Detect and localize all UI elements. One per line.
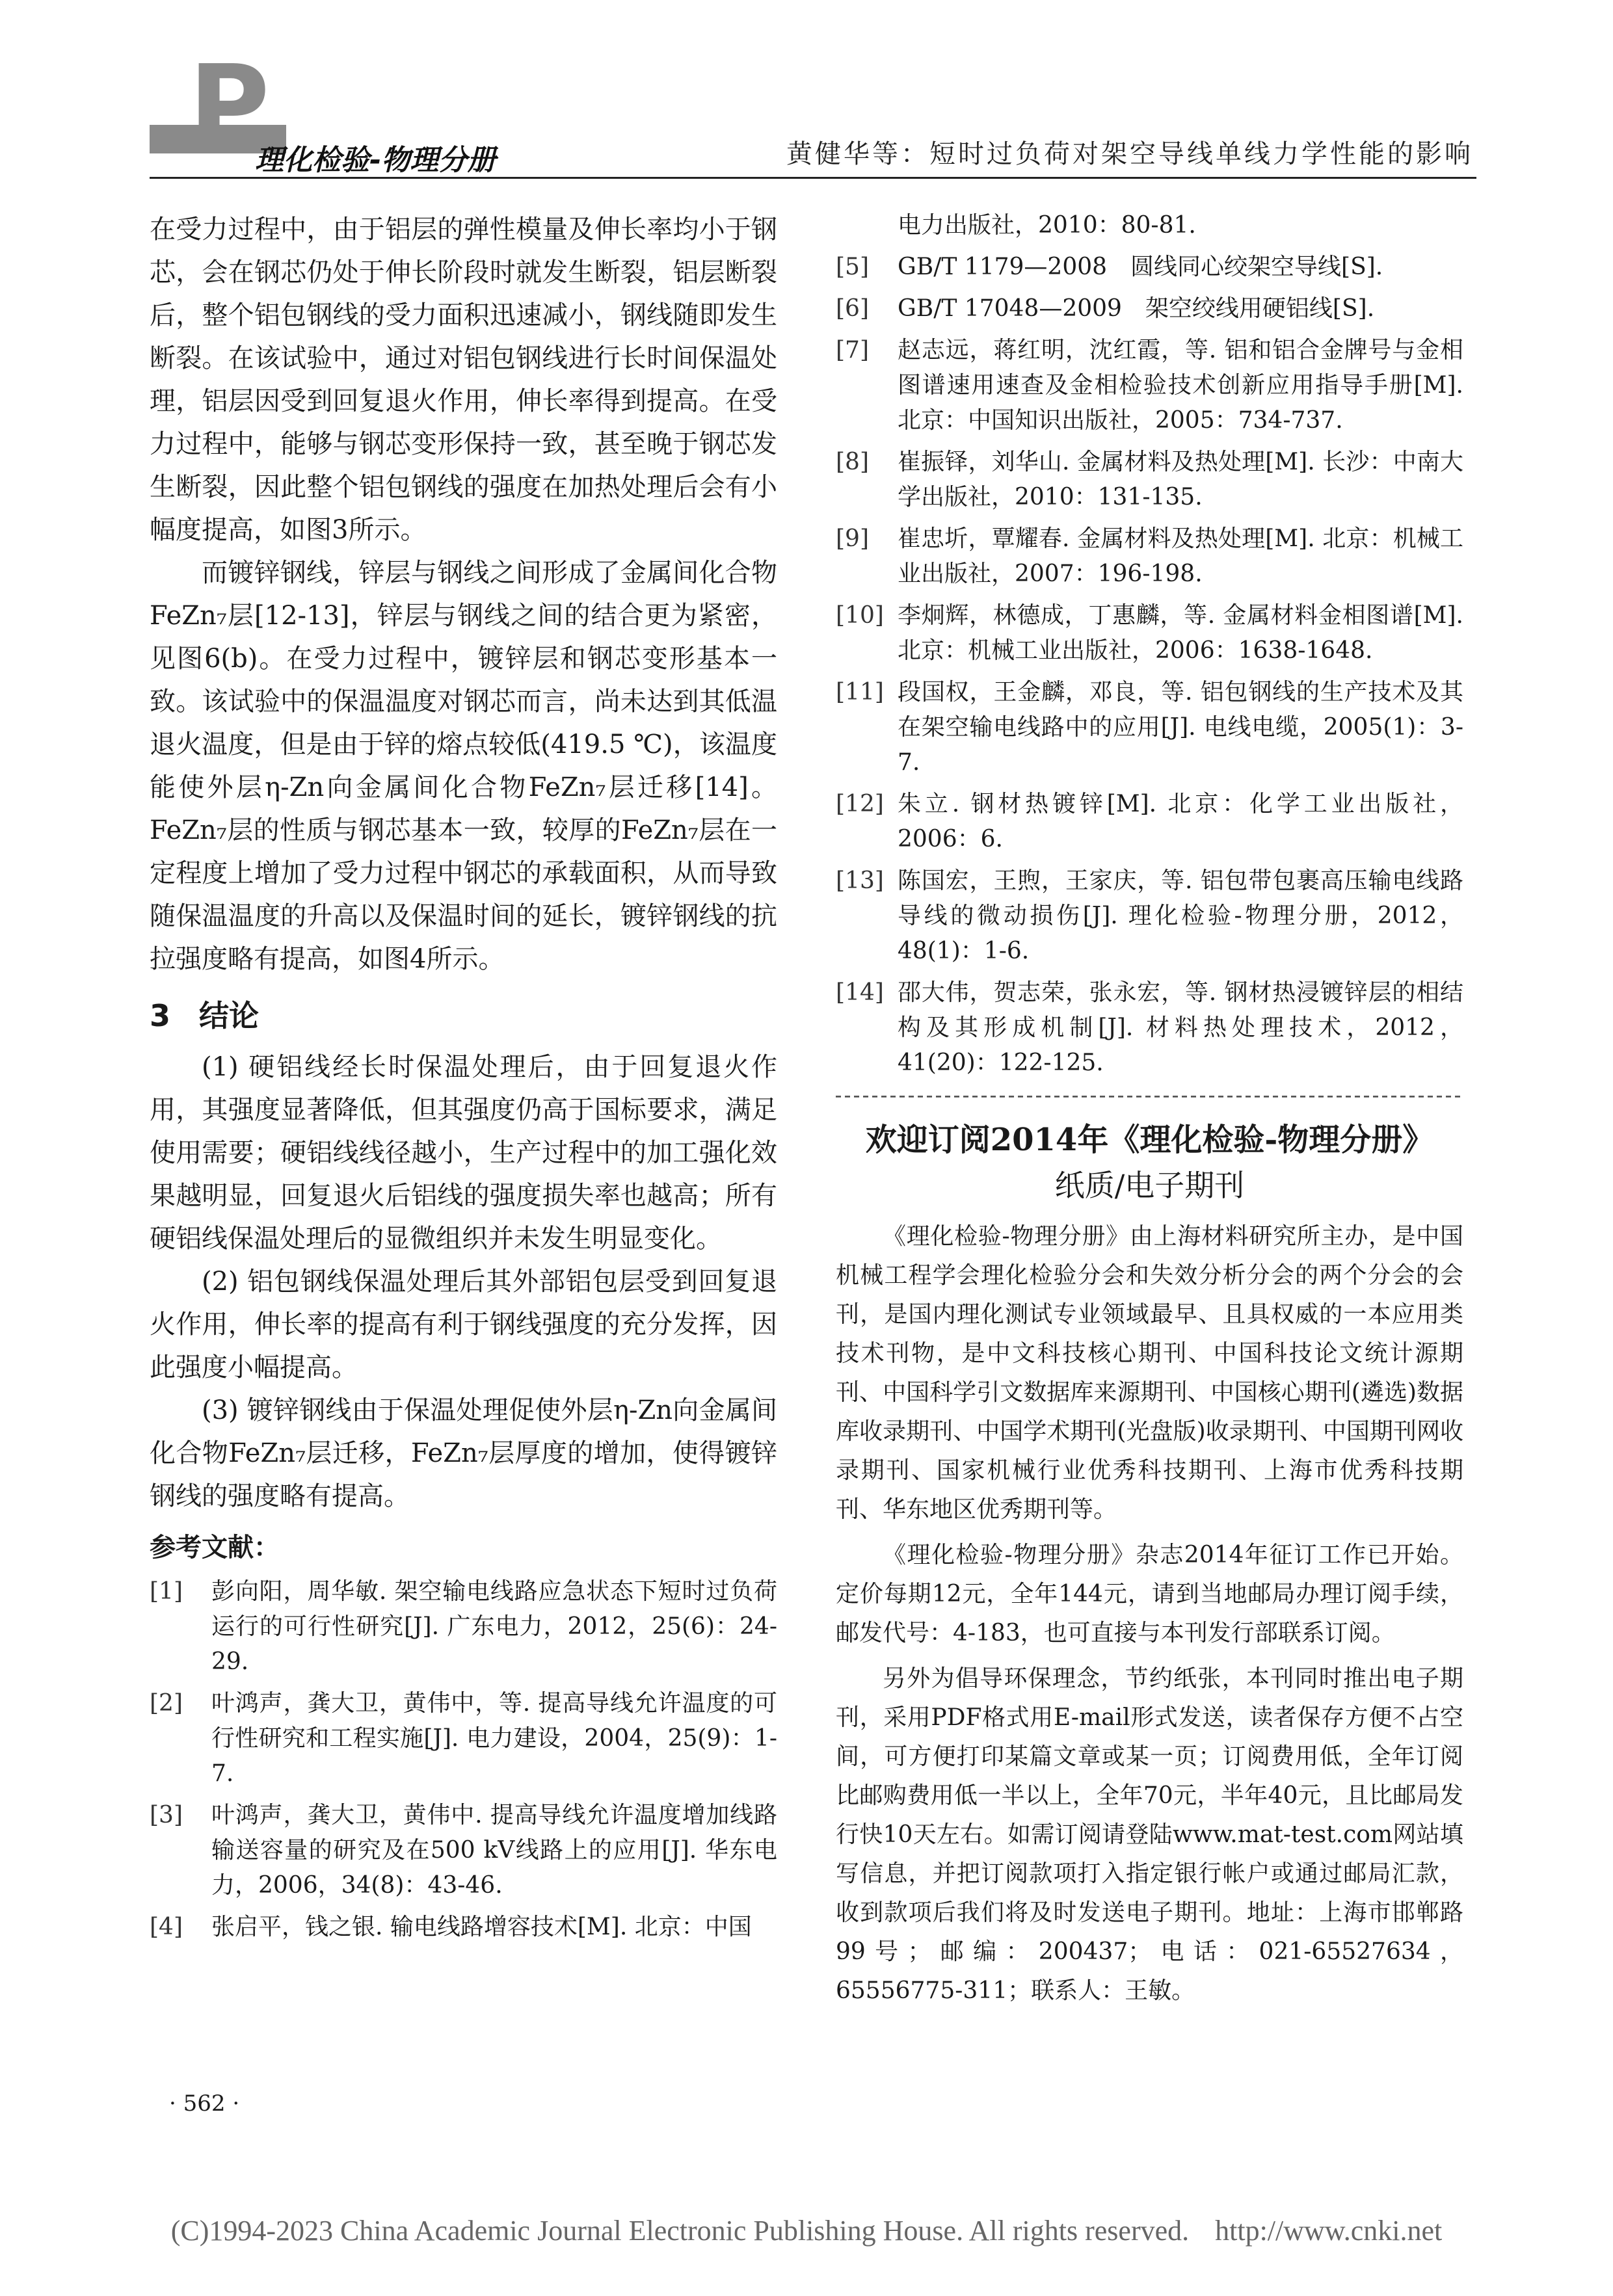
reference-number: [11] bbox=[836, 679, 884, 706]
reference-number: [8] bbox=[836, 449, 869, 475]
reference-text: 叶鸿声，龚大卫，黄伟中. 提高导线允许温度增加线路输送容量的研究及在500 kV线路上的应用[J]. 华东电力，2006，34(8)：43-46. bbox=[211, 1802, 777, 1899]
body-paragraph: 在受力过程中，由于铝层的弹性模量及伸长率均小于钢芯，会在钢芯仍处于伸长阶段时就发生断裂，铝层断裂后，整个铝包钢线的受力面积迅速减小，钢线随即发生断裂。在该试验中，通过对铝包钢线进行长时间保温处理，铝层因受到回复退火作用，伸长率得到提高。在受力过程中，能够与钢芯变形保持一致，甚至晚于钢芯发生断裂，因此整个铝包钢线的强度在加热处理后会有小幅度提高，如图3所示。 bbox=[150, 215, 777, 545]
reference-item bbox=[836, 445, 1463, 515]
reference-text: 陈国宏，王煦，王家庆，等. 铝包带包裹高压输电线路导线的微动损伤[J]. 理化检验-物理分册，2012，48(1)：1-6. bbox=[898, 867, 1463, 964]
reference-item bbox=[836, 787, 1463, 857]
reference-text: 段国权，王金麟，邓良，等. 铝包钢线的生产技术及其在架空输电线路中的应用[J]. 电线电缆，2005(1)：3-7. bbox=[898, 679, 1463, 776]
left-column bbox=[150, 208, 777, 1951]
reference-item bbox=[836, 864, 1463, 969]
reference-item bbox=[150, 1910, 777, 1945]
reference-number: [1] bbox=[150, 1578, 183, 1605]
reference-item bbox=[150, 1574, 777, 1680]
reference-text: 李炯辉，林德成，丁惠麟，等. 金属材料金相图谱[M]. 北京：机械工业出版社，2006：1638-1648. bbox=[898, 602, 1463, 664]
right-column bbox=[836, 208, 1463, 2017]
reference-number: [10] bbox=[836, 602, 884, 629]
ad-paragraph: 《理化检验-物理分册》杂志2014年征订工作已开始。定价每期12元，全年144元，请到当地邮局办理订阅手续，邮发代号：4-183，也可直接与本刊发行部联系订阅。 bbox=[836, 1542, 1463, 1646]
ad-subtitle: 纸质/电子期刊 bbox=[1054, 1168, 1245, 1203]
conclusion-paragraph: (1) 硬铝线经长时保温处理后，由于回复退火作用，其强度显著降低，但其强度仍高于国标要求，满足使用需要；硬铝线线径越小，生产过程中的加工强化效果越明显，回复退火后铝线的强度损失率也越高；所有硬铝线保温处理后的显微组织并未发生明显变化。 bbox=[150, 1052, 777, 1254]
reference-text: 崔振铎，刘华山. 金属材料及热处理[M]. 长沙：中南大学出版社，2010：131-135. bbox=[898, 449, 1463, 510]
reference-number: [13] bbox=[836, 867, 884, 894]
section-number: 3 bbox=[150, 998, 171, 1033]
reference-item bbox=[836, 333, 1463, 438]
section-heading bbox=[150, 992, 777, 1035]
reference-continuation: 电力出版社，2010：80-81. bbox=[898, 212, 1196, 239]
conclusion-paragraph: (2) 铝包钢线保温处理后其外部铝包层受到回复退火作用，伸长率的提高有利于钢线强度的充分发挥，因此强度小幅提高。 bbox=[150, 1267, 777, 1382]
reference-item bbox=[150, 1798, 777, 1903]
references-heading: 参考文献： bbox=[150, 1533, 280, 1563]
reference-text: 叶鸿声，龚大卫，黄伟中，等. 提高导线允许温度的可行性研究和工程实施[J]. 电力建设，2004，25(9)：1-7. bbox=[211, 1690, 777, 1787]
footer bbox=[0, 2214, 1613, 2247]
reference-text: 张启平，钱之银. 输电线路增容技术[M]. 北京：中国 bbox=[211, 1914, 752, 1940]
section-title: 结论 bbox=[199, 998, 260, 1033]
reference-number: [12] bbox=[836, 791, 884, 817]
header-rule bbox=[150, 177, 1476, 179]
section-divider bbox=[836, 1091, 1463, 1100]
page-number: · 562 · bbox=[169, 2091, 240, 2117]
ad-paragraph: 《理化检验-物理分册》由上海材料研究所主办，是中国机械工程学会理化检验分会和失效分析分会的两个分会的会刊，是国内理化测试专业领域最早、且具权威的一本应用类技术刊物，是中文科技核心期刊、中国科技论文统计源期刊、中国科学引文数据库来源期刊、中国核心期刊(遴选)数据库收录期刊、中国学术期刊(光盘版)收录期刊、中国期刊网收录期刊、国家机械行业优秀科技期刊、上海市优秀科技期刊、华东地区优秀期刊等。 bbox=[836, 1223, 1463, 1523]
reference-text: 邵大伟，贺志荣，张永宏，等. 钢材热浸镀锌层的相结构及其形成机制[J]. 材料热处理技术，2012，41(20)：122-125. bbox=[898, 979, 1463, 1076]
reference-number: [7] bbox=[836, 337, 869, 363]
reference-item bbox=[836, 291, 1463, 326]
conclusion-paragraph: (3) 镀锌钢线由于保温处理促使外层η-Zn向金属间化合物FeZn₇层迁移，FeZn₇层厚度的增加，使得镀锌钢线的强度略有提高。 bbox=[150, 1395, 777, 1511]
reference-number: [4] bbox=[150, 1914, 183, 1940]
reference-number: [5] bbox=[836, 254, 869, 280]
reference-item bbox=[150, 1686, 777, 1791]
reference-number: [6] bbox=[836, 295, 869, 322]
reference-number: [14] bbox=[836, 979, 884, 1006]
reference-item bbox=[836, 521, 1463, 592]
reference-item bbox=[836, 675, 1463, 780]
reference-number: [9] bbox=[836, 525, 869, 552]
running-title: 黄健华等：短时过负荷对架空导线单线力学性能的影响 bbox=[786, 139, 1473, 169]
body-paragraph: 而镀锌钢线，锌层与钢线之间形成了金属间化合物FeZn₇层[12-13]，锌层与钢线之间的结合更为紧密，见图6(b)。在受力过程中，镀锌层和钢芯变形基本一致。该试验中的保温温度对钢芯而言，尚未达到其低温退火温度，但是由于锌的熔点较低(419.5 ℃)，该温度能使外层η-Zn向金属间化合物FeZn₇层迁移[14]。FeZn₇层的性质与钢芯基本一致，较厚的FeZn₇层在一定程度上增加了受力过程中钢芯的承载面积，从而导致随保温温度的升高以及保温时间的延长，镀锌钢线的抗拉强度略有提高，如图4所示。 bbox=[150, 558, 777, 974]
journal-name: 理化检验-物理分册 bbox=[255, 144, 496, 177]
reference-text: GB/T 17048—2009 架空绞线用硬铝线[S]. bbox=[898, 295, 1375, 322]
reference-number: [2] bbox=[150, 1690, 183, 1717]
reference-item bbox=[836, 250, 1463, 285]
reference-text: 赵志远，蒋红明，沈红霞，等. 铝和铝合金牌号与金相图谱速用速查及金相检验技术创新应用指导手册[M]. 北京：中国知识出版社，2005：734-737. bbox=[898, 337, 1463, 434]
reference-item bbox=[836, 598, 1463, 668]
reference-text: 崔忠圻，覃耀春. 金属材料及热处理[M]. 北京：机械工业出版社，2007：196-198. bbox=[898, 525, 1463, 587]
reference-number: [3] bbox=[150, 1802, 183, 1828]
footer-url[interactable]: http://www.cnki.net bbox=[1215, 2215, 1443, 2247]
copyright-text: (C)1994-2023 China Academic Journal Electronic Publishing House. All rights reserved. bbox=[170, 2215, 1190, 2247]
reference-item bbox=[836, 975, 1463, 1081]
reference-text: 朱立. 钢材热镀锌[M]. 北京：化学工业出版社，2006：6. bbox=[898, 791, 1463, 852]
journal-logo: P bbox=[189, 42, 266, 170]
ad-title: 欢迎订阅2014年《理化检验-物理分册》 bbox=[865, 1122, 1434, 1158]
ad-paragraph: 另外为倡导环保理念，节约纸张，本刊同时推出电子期刊，采用PDF格式用E-mail形式发送，读者保存方便不占空间，可方便打印某篇文章或某一页；订阅费用低，全年订阅比邮购费用低一半以上，全年70元，半年40元，且比邮局发行快10天左右。如需订阅请登陆www.mat-test.com网站填写信息，并把订阅款项打入指定银行帐户或通过邮局汇款，收到款项后我们将及时发送电子期刊。地址：上海市邯郸路99号；邮编：200437；电话：021-65527634，65556775-311；联系人：王敏。 bbox=[836, 1665, 1463, 2004]
reference-text: GB/T 1179—2008 圆线同心绞架空导线[S]. bbox=[898, 254, 1383, 280]
reference-text: 彭向阳，周华敏. 架空输电线路应急状态下短时过负荷运行的可行性研究[J]. 广东电力，2012，25(6)：24-29. bbox=[211, 1578, 777, 1675]
